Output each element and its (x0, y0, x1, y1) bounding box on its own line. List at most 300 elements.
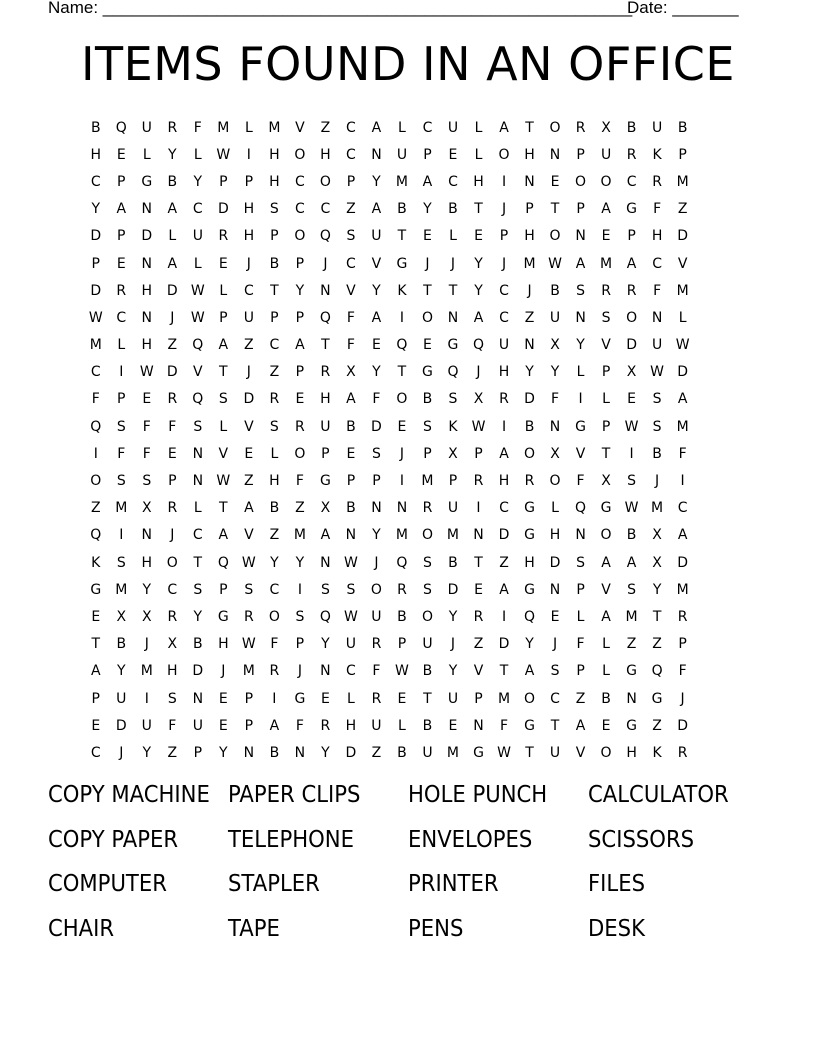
grid-letter: J (323, 255, 328, 272)
grid-row (83, 739, 733, 766)
grid-letter: Q (319, 608, 331, 625)
grid-letter: P (295, 364, 305, 381)
word-list-item: PENS (408, 915, 464, 942)
grid-letter: Y (219, 744, 228, 761)
grid-letter: H (524, 146, 535, 163)
grid-letter: P (678, 146, 687, 163)
grid-letter: A (244, 500, 254, 517)
grid-letter: N (320, 554, 331, 571)
grid-letter: D (243, 391, 255, 408)
grid-letter: X (320, 500, 331, 517)
grid-letter: A (575, 717, 586, 734)
grid-letter: N (575, 527, 586, 544)
grid-letter: B (422, 717, 433, 734)
grid-letter: P (117, 391, 126, 408)
grid-letter: G (217, 608, 229, 625)
grid-letter: W (241, 636, 256, 653)
grid-letter: D (192, 663, 204, 680)
grid-letter: B (652, 445, 662, 462)
grid-letter: E (550, 608, 560, 625)
grid-row (83, 440, 733, 467)
grid-letter: A (499, 119, 509, 136)
grid-letter: S (269, 418, 279, 435)
grid-letter: Y (270, 554, 279, 571)
grid-letter: H (498, 473, 510, 490)
grid-letter: E (474, 228, 483, 245)
grid-letter: X (550, 337, 560, 354)
grid-letter: T (474, 554, 483, 571)
grid-letter: F (295, 717, 304, 734)
grid-letter: F (551, 391, 560, 408)
grid-letter: L (398, 717, 406, 734)
grid-letter: H (320, 146, 331, 163)
grid-letter: A (575, 255, 586, 272)
grid-letter: G (651, 690, 663, 707)
grid-letter: I (680, 473, 685, 490)
grid-letter: P (295, 309, 305, 326)
grid-letter: G (294, 690, 306, 707)
grid-letter: L (678, 309, 687, 326)
word-list-item: HOLE PUNCH (408, 782, 548, 808)
grid-letter: G (141, 173, 153, 190)
grid-letter: I (399, 473, 405, 490)
grid-letter: F (295, 473, 304, 490)
grid-letter: G (626, 663, 638, 680)
grid-letter: P (372, 473, 381, 490)
grid-row (83, 576, 733, 603)
grid-letter: Y (550, 364, 560, 381)
grid-letter: Z (575, 690, 586, 707)
grid-letter: M (600, 255, 613, 272)
grid-letter: P (474, 445, 483, 462)
grid-letter: E (397, 690, 407, 707)
grid-letter: N (192, 690, 204, 707)
grid-letter: L (219, 418, 228, 435)
grid-letter: Q (575, 500, 587, 517)
grid-letter: C (652, 255, 662, 272)
grid-letter: R (269, 663, 280, 680)
grid-letter: L (602, 636, 610, 653)
grid-letter: D (447, 581, 459, 598)
grid-letter: S (652, 418, 662, 435)
grid-letter: C (192, 527, 203, 544)
word-list-item: DESK (588, 915, 645, 942)
grid-letter: L (193, 500, 202, 517)
word-list-item: CALCULATOR (588, 782, 729, 808)
grid-letter: U (371, 608, 382, 625)
grid-letter: P (423, 445, 432, 462)
grid-letter: C (346, 663, 356, 680)
grid-letter: O (294, 445, 306, 462)
grid-letter: M (676, 282, 689, 299)
grid-letter: H (218, 636, 229, 653)
grid-row (83, 603, 733, 630)
grid-letter: H (141, 554, 153, 571)
grid-letter: Q (319, 228, 331, 245)
grid-letter: U (422, 636, 433, 653)
grid-letter: F (91, 391, 100, 408)
grid-letter: E (474, 581, 483, 598)
grid-letter: M (140, 663, 153, 680)
grid-letter: V (295, 119, 305, 136)
grid-letter: N (524, 173, 535, 190)
grid-letter: J (527, 282, 532, 299)
grid-letter: G (524, 581, 535, 598)
grid-letter: Q (524, 608, 536, 625)
grid-letter: T (397, 364, 407, 381)
grid-letter: A (677, 391, 688, 408)
grid-row (83, 467, 733, 494)
grid-letter: T (91, 636, 101, 653)
grid-letter: M (242, 663, 255, 680)
date-field-label: Date: _______ (627, 0, 739, 17)
grid-letter: N (473, 527, 484, 544)
grid-letter: F (372, 663, 381, 680)
grid-letter: R (371, 690, 382, 707)
grid-letter: R (116, 282, 127, 299)
grid-letter: Z (499, 554, 509, 571)
grid-letter: H (243, 201, 255, 218)
grid-letter: V (218, 445, 229, 462)
grid-letter: V (244, 418, 254, 435)
grid-letter: P (295, 255, 305, 272)
grid-letter: P (499, 228, 509, 245)
grid-row (83, 413, 733, 440)
grid-letter: L (142, 146, 151, 163)
grid-letter: O (600, 744, 612, 761)
grid-letter: C (320, 201, 331, 218)
grid-letter: U (600, 146, 612, 163)
grid-letter: P (346, 173, 356, 190)
grid-letter: P (525, 201, 534, 218)
grid-letter: O (294, 228, 306, 245)
letter-grid (83, 114, 733, 767)
grid-letter: A (626, 255, 637, 272)
grid-letter: U (141, 119, 152, 136)
grid-letter: S (652, 391, 662, 408)
grid-letter: E (423, 228, 432, 245)
grid-letter: U (192, 717, 203, 734)
word-list-item: ENVELOPES (408, 826, 533, 853)
grid-letter: Y (474, 255, 483, 272)
grid-letter: O (549, 228, 561, 245)
grid-letter: S (423, 418, 432, 435)
grid-letter: D (166, 282, 178, 299)
grid-letter: R (601, 282, 611, 299)
grid-letter: U (549, 744, 561, 761)
grid-letter: Q (319, 309, 331, 326)
word-list-item: COPY PAPER (48, 826, 179, 853)
grid-letter: D (166, 364, 178, 381)
grid-letter: O (575, 173, 587, 190)
grid-row (83, 250, 733, 277)
grid-letter: H (651, 228, 663, 245)
grid-letter: R (575, 119, 586, 136)
grid-letter: N (192, 445, 204, 462)
grid-letter: L (398, 119, 406, 136)
grid-row (83, 304, 733, 331)
grid-letter: I (246, 146, 251, 163)
grid-letter: S (295, 608, 305, 625)
grid-letter: G (626, 201, 638, 218)
grid-letter: D (90, 228, 102, 245)
grid-letter: A (499, 581, 509, 598)
grid-letter: P (219, 309, 228, 326)
grid-letter: T (550, 717, 560, 734)
grid-letter: C (677, 500, 688, 517)
grid-letter: S (346, 228, 356, 245)
grid-letter: G (319, 473, 331, 490)
grid-letter: X (626, 364, 637, 381)
grid-row (83, 495, 733, 522)
grid-letter: O (268, 608, 280, 625)
grid-letter: N (141, 309, 153, 326)
grid-letter: S (193, 418, 203, 435)
grid-letter: R (677, 744, 688, 761)
grid-letter: S (346, 581, 356, 598)
grid-letter: D (677, 228, 688, 245)
grid-letter: W (548, 255, 562, 272)
grid-letter: Y (423, 201, 432, 218)
grid-letter: F (576, 473, 585, 490)
grid-letter: Y (116, 663, 126, 680)
grid-letter: S (576, 554, 585, 571)
grid-letter: N (192, 473, 204, 490)
grid-letter: U (192, 228, 203, 245)
grid-letter: V (575, 744, 586, 761)
grid-letter: J (170, 309, 175, 326)
grid-letter: S (627, 473, 637, 490)
grid-letter: X (116, 608, 127, 625)
grid-letter: X (652, 554, 662, 571)
grid-letter: D (498, 636, 510, 653)
grid-letter: Y (372, 173, 381, 190)
grid-letter: B (677, 119, 688, 136)
grid-letter: J (450, 255, 456, 272)
grid-letter: B (448, 554, 458, 571)
grid-letter: Z (295, 500, 305, 517)
grid-letter: A (371, 309, 382, 326)
grid-letter: M (115, 581, 128, 598)
grid-letter: O (294, 146, 306, 163)
word-list-item: TAPE (228, 915, 280, 942)
word-list-item: PRINTER (408, 871, 499, 898)
grid-letter: W (675, 337, 690, 354)
grid-letter: W (471, 418, 486, 435)
grid-letter: P (627, 228, 636, 245)
grid-letter: V (244, 527, 254, 544)
grid-letter: P (321, 445, 330, 462)
grid-letter: U (371, 228, 382, 245)
grid-letter: D (626, 337, 637, 354)
grid-row (83, 386, 733, 413)
grid-letter: H (626, 744, 637, 761)
grid-letter: M (676, 581, 689, 598)
grid-letter: C (448, 173, 458, 190)
grid-letter: D (549, 554, 561, 571)
grid-letter: E (218, 255, 228, 272)
grid-letter: G (473, 744, 484, 761)
grid-letter: Y (372, 527, 381, 544)
grid-letter: N (141, 255, 153, 272)
grid-letter: J (552, 636, 558, 653)
grid-letter: Z (371, 744, 382, 761)
grid-letter: A (116, 201, 127, 218)
grid-letter: U (141, 717, 152, 734)
grid-letter: R (524, 473, 535, 490)
grid-letter: C (269, 337, 280, 354)
grid-letter: K (91, 554, 101, 571)
grid-letter: N (626, 690, 637, 707)
grid-letter: U (371, 717, 382, 734)
grid-letter: P (219, 581, 228, 598)
grid-letter: J (374, 554, 379, 571)
grid-letter: N (447, 309, 459, 326)
grid-letter: X (346, 364, 356, 381)
grid-letter: J (680, 690, 685, 707)
puzzle-title: ITEMS FOUND IN AN OFFICE (80, 37, 735, 91)
word-list-item: STAPLER (228, 871, 320, 898)
grid-letter: U (243, 309, 254, 326)
grid-letter: J (501, 201, 507, 218)
grid-letter: N (345, 527, 357, 544)
grid-letter: L (244, 119, 253, 136)
grid-letter: E (91, 608, 101, 625)
grid-letter: S (167, 690, 177, 707)
grid-letter: F (678, 445, 687, 462)
grid-letter: C (499, 500, 509, 517)
grid-letter: T (525, 119, 534, 136)
grid-letter: A (473, 309, 484, 326)
grid-letter: O (421, 608, 433, 625)
grid-letter: H (141, 337, 153, 354)
grid-letter: Y (372, 364, 381, 381)
grid-letter: W (88, 309, 103, 326)
grid-letter: U (498, 337, 510, 354)
grid-letter: V (371, 255, 382, 272)
grid-letter: I (119, 527, 124, 544)
grid-letter: M (395, 527, 408, 544)
grid-letter: I (399, 309, 405, 326)
grid-letter: H (243, 228, 255, 245)
grid-letter: A (601, 201, 611, 218)
grid-letter: Z (652, 717, 662, 734)
grid-letter: E (397, 418, 407, 435)
word-list-item: FILES (588, 871, 646, 898)
grid-letter: P (117, 173, 126, 190)
grid-letter: F (168, 418, 177, 435)
grid-letter: W (650, 364, 665, 381)
grid-letter: F (270, 636, 279, 653)
grid-letter: C (346, 255, 356, 272)
grid-letter: K (448, 418, 458, 435)
grid-letter: K (397, 282, 407, 299)
grid-letter: T (219, 500, 228, 517)
grid-letter: Z (269, 527, 280, 544)
grid-letter: D (677, 554, 688, 571)
grid-letter: S (601, 309, 611, 326)
grid-letter: J (297, 663, 302, 680)
grid-letter: Z (652, 636, 662, 653)
grid-letter: Z (167, 744, 178, 761)
grid-letter: O (626, 309, 638, 326)
grid-letter: C (422, 119, 433, 136)
grid-letter: M (115, 500, 128, 517)
grid-letter: T (499, 663, 509, 680)
grid-letter: W (624, 418, 639, 435)
grid-letter: X (601, 473, 611, 490)
grid-letter: Z (524, 309, 535, 326)
grid-letter: Z (167, 337, 178, 354)
grid-letter: W (190, 282, 205, 299)
grid-letter: B (448, 201, 458, 218)
grid-letter: P (576, 201, 585, 218)
grid-letter: A (167, 201, 178, 218)
grid-letter: Y (142, 581, 152, 598)
grid-letter: H (90, 146, 102, 163)
grid-letter: E (116, 255, 126, 272)
grid-letter: U (447, 500, 459, 517)
grid-letter: Y (142, 744, 152, 761)
grid-row (83, 658, 733, 685)
grid-letter: E (295, 391, 305, 408)
grid-letter: N (294, 744, 306, 761)
grid-letter: R (499, 391, 509, 408)
grid-letter: C (116, 309, 127, 326)
grid-letter: P (270, 309, 279, 326)
grid-letter: Q (192, 391, 204, 408)
grid-letter: P (678, 636, 687, 653)
grid-row (83, 141, 733, 168)
grid-letter: Z (677, 201, 688, 218)
grid-letter: W (139, 364, 154, 381)
grid-letter: I (501, 608, 507, 625)
grid-letter: R (371, 636, 382, 653)
grid-letter: T (423, 690, 432, 707)
grid-letter: L (168, 228, 177, 245)
grid-letter: E (142, 391, 152, 408)
grid-letter: D (524, 391, 535, 408)
grid-letter: V (575, 445, 586, 462)
grid-letter: S (576, 282, 585, 299)
name-field-label: Name: ________________________________________________________ (48, 0, 633, 17)
grid-letter: I (578, 391, 583, 408)
grid-letter: E (167, 445, 177, 462)
grid-letter: M (523, 255, 536, 272)
grid-letter: I (144, 690, 149, 707)
grid-letter: N (575, 228, 586, 245)
grid-row (83, 549, 733, 576)
grid-letter: R (269, 391, 280, 408)
grid-letter: U (447, 119, 459, 136)
grid-letter: P (193, 744, 203, 761)
grid-letter: C (550, 690, 560, 707)
grid-letter: M (268, 119, 281, 136)
grid-letter: Y (321, 744, 330, 761)
grid-row (83, 631, 733, 658)
grid-letter: W (216, 146, 231, 163)
grid-letter: T (321, 337, 330, 354)
grid-letter: Y (474, 282, 483, 299)
grid-letter: C (499, 309, 509, 326)
grid-letter: O (319, 173, 331, 190)
grid-letter: B (269, 744, 280, 761)
grid-letter: B (550, 282, 560, 299)
grid-letter: Q (192, 337, 204, 354)
grid-letter: T (397, 228, 407, 245)
grid-letter: Z (269, 364, 280, 381)
grid-letter: S (448, 391, 458, 408)
